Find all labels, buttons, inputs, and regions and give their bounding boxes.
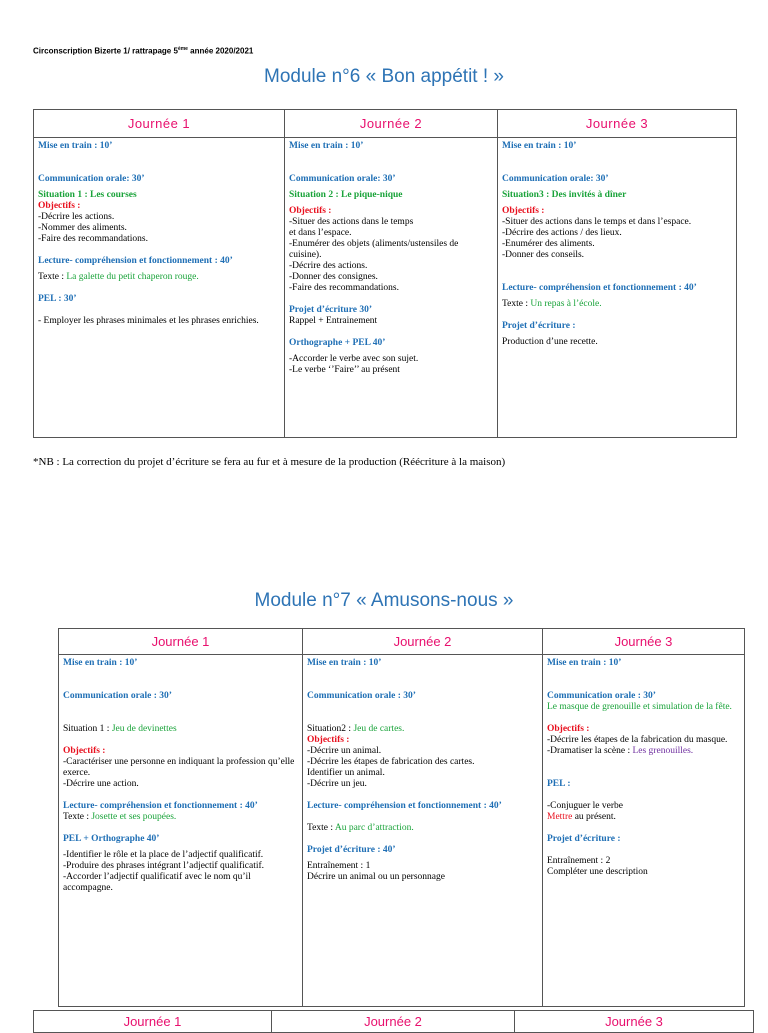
situation: Situation 1 : Les courses [38, 190, 137, 200]
pel-text: - Employer les phrases minimales et les phrases enrichies. [38, 316, 259, 326]
situation: Situation 2 : Le pique-nique [289, 190, 403, 200]
objective-item: -Donner des conseils. [502, 250, 585, 260]
objective-item: -Caractériser une personne en indiquant la profession qu’elle exerce. [63, 757, 295, 778]
situation-value: Le masque de grenouille et simulation de la fête. [547, 702, 732, 712]
texte-line [38, 272, 280, 283]
texte-line [502, 299, 732, 310]
projet-item: Entraînement : 1 [307, 861, 371, 871]
objectifs-label: Objectifs : [547, 724, 590, 734]
objectifs-label: Objectifs : [38, 201, 81, 211]
mise-en-train: Mise en train : 10’ [502, 141, 577, 151]
module7-col-header-1: Journée 1 [59, 629, 303, 655]
situation: Situation3 : Des invités à dîner [502, 190, 627, 200]
module7-title: Module n°7 « Amusons-nous » [254, 590, 514, 611]
module7-table [58, 628, 745, 1007]
mise-en-train: Mise en train : 10’ [307, 658, 382, 668]
objective-item: -Enumérer des objets (aliments/ustensiles de cuisine). [289, 239, 459, 260]
communication-orale: Communication orale: 30’ [38, 174, 145, 184]
pel-line2-text: au présent. [572, 812, 616, 822]
situation-value: Jeu de cartes. [353, 724, 405, 734]
situation-line [63, 724, 298, 735]
texte-label: Texte : [502, 299, 531, 309]
objective-item: -Décrire les étapes de la fabrication du masque. [547, 735, 728, 745]
objective-item: -Situer des actions dans le temps [289, 217, 414, 227]
module7-day1-cell [59, 655, 303, 1007]
objective-item: -Donner des consignes. [289, 272, 378, 282]
lecture-heading: Lecture- compréhension et fonctionnement : 40’ [38, 256, 233, 266]
module6-title: Module n°6 « Bon appétit ! » [264, 66, 504, 87]
communication-orale: Communication orale: 30’ [289, 174, 396, 184]
objectifs-label: Objectifs : [289, 206, 332, 216]
pel-heading: PEL : [547, 779, 571, 789]
texte-value: La galette du petit chaperon rouge. [66, 272, 199, 282]
pel-item: -Produire des phrases intégrant l’adjectif qualificatif. [63, 861, 265, 871]
orthographe-item: -Accorder le verbe avec son sujet. [289, 354, 419, 364]
module6-day1-cell [34, 138, 285, 438]
header-text: Circonscription Bizerte 1/ rattrapage 5 [33, 46, 178, 56]
objective-item: et dans l’espace. [289, 228, 352, 238]
pel-item: -Accorder l’adjectif qualificatif avec le nom qu’il accompagne. [63, 872, 251, 893]
texte-label: Texte : [38, 272, 67, 282]
lecture-heading: Lecture- compréhension et fonctionnement : 40’ [502, 283, 697, 293]
module6-col-header-1: Journée 1 [34, 110, 285, 138]
projet-heading: Projet d’écriture : [547, 834, 621, 844]
objective-item: -Faire des recommandations. [38, 234, 149, 244]
module6-col-header-3: Journée 3 [498, 110, 737, 138]
projet-heading: Projet d’écriture : [502, 321, 576, 331]
dramatiser-line [547, 746, 740, 757]
mise-en-train: Mise en train : 10’ [38, 141, 113, 151]
module7-col-header-2: Journée 2 [303, 629, 543, 655]
header-text-after: année 2020/2021 [187, 46, 254, 56]
pel-line2 [547, 812, 740, 823]
dramatiser-label: -Dramatiser la scène : [547, 746, 633, 756]
situation-value: Jeu de devinettes [111, 724, 177, 734]
mise-en-train: Mise en train : 10’ [289, 141, 364, 151]
texte-value: Josette et ses poupées. [91, 812, 177, 822]
orthographe-heading: Orthographe + PEL 40’ [289, 338, 386, 348]
situation-label: Situation2 : [307, 724, 354, 734]
communication-orale: Communication orale: 30’ [502, 174, 609, 184]
module7-day3-cell [543, 655, 745, 1007]
objective-item: -Décrire les étapes de fabrication des cartes. [307, 757, 475, 767]
pel-verb: Mettre [547, 812, 573, 822]
header-sup: ème [177, 46, 188, 52]
objective-item: -Décrire une action. [63, 779, 139, 789]
communication-orale: Communication orale : 30’ [547, 691, 656, 701]
objectifs-label: Objectifs : [307, 735, 350, 745]
texte-value: Un repas à l’école. [530, 299, 602, 309]
texte-value: Au parc d’attraction. [334, 823, 414, 833]
objective-item: -Situer des actions dans le temps et dans l’espace. [502, 217, 692, 227]
lecture-heading: Lecture- compréhension et fonctionnement : 40’ [63, 801, 258, 811]
texte-label: Texte : [63, 812, 92, 822]
dramatiser-value: Les grenouilles. [632, 746, 694, 756]
objective-item: -Faire des recommandations. [289, 283, 400, 293]
texte-line [63, 812, 298, 823]
module8-col-header-1: Journée 1 [34, 1011, 272, 1033]
nb-note: *NB : La correction du projet d’écriture se fera au fur et à mesure de la production (Réécriture à la maison) [33, 456, 506, 468]
module8-col-header-2: Journée 2 [272, 1011, 515, 1033]
module8-col-header-3: Journée 3 [515, 1011, 754, 1033]
communication-orale: Communication orale : 30’ [63, 691, 172, 701]
pel-item: -Identifier le rôle et la place de l’adjectif qualificatif. [63, 850, 264, 860]
mise-en-train: Mise en train : 10’ [63, 658, 138, 668]
projet-heading: Projet d’écriture : 40’ [307, 845, 396, 855]
module8-table-partial [33, 1010, 754, 1033]
pel-line1: -Conjuguer le verbe [547, 801, 623, 811]
pel-heading: PEL + Orthographe 40’ [63, 834, 160, 844]
projet-item: Compléter une description [547, 867, 648, 877]
objectifs-label: Objectifs : [63, 746, 106, 756]
mise-en-train: Mise en train : 10’ [547, 658, 622, 668]
pel-heading: PEL : 30’ [38, 294, 77, 304]
objective-item: -Décrire les actions. [38, 212, 115, 222]
objective-item: -Décrire des actions / des lieux. [502, 228, 622, 238]
situation-label: Situation 1 : [63, 724, 112, 734]
texte-label: Texte : [307, 823, 335, 833]
objective-item: -Décrire un animal. [307, 746, 382, 756]
orthographe-item: -Le verbe ‘’Faire’’ au présent [289, 365, 400, 375]
projet-item: Décrire un animal ou un personnage [307, 872, 445, 882]
objectifs-label: Objectifs : [502, 206, 545, 216]
projet-heading: Projet d’écriture 30’ [289, 305, 372, 315]
projet-text: Rappel + Entrainement [289, 316, 378, 326]
module6-day2-cell [285, 138, 498, 438]
document-header [33, 46, 253, 56]
situation-line [307, 724, 538, 735]
module7-col-header-3: Journée 3 [543, 629, 745, 655]
module6-col-header-2: Journée 2 [285, 110, 498, 138]
module6-table [33, 109, 737, 438]
objective-item: Identifier un animal. [307, 768, 385, 778]
communication-orale: Communication orale : 30’ [307, 691, 416, 701]
projet-text: Production d’une recette. [502, 337, 598, 347]
lecture-heading: Lecture- compréhension et fonctionnement : 40’ [307, 801, 502, 811]
texte-line [307, 823, 538, 834]
module6-day3-cell [498, 138, 737, 438]
objective-item: -Décrire des actions. [289, 261, 368, 271]
objective-item: -Décrire un jeu. [307, 779, 367, 789]
projet-item: Entraînement : 2 [547, 856, 611, 866]
objective-item: -Enumérer des aliments. [502, 239, 595, 249]
objective-item: -Nommer des aliments. [38, 223, 127, 233]
module7-day2-cell [303, 655, 543, 1007]
